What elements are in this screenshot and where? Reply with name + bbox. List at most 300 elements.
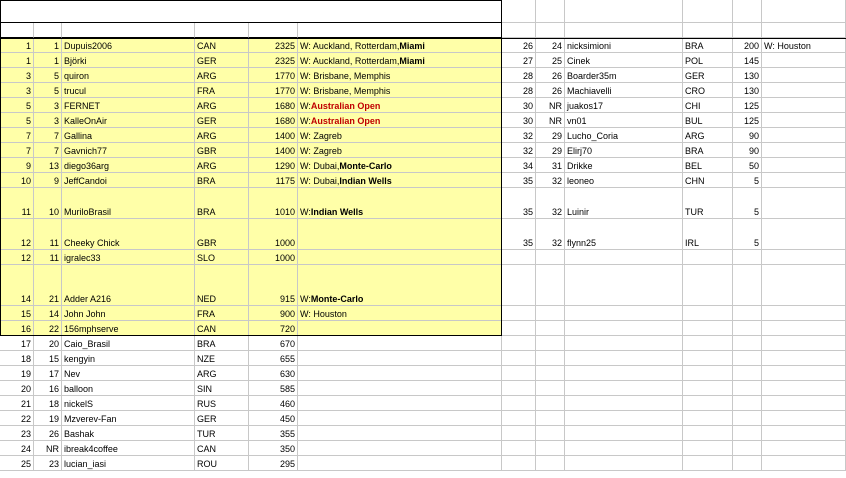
left-cell-prev[interactable]: 16: [34, 381, 62, 396]
left-cell-nat[interactable]: CAN: [195, 441, 249, 456]
empty-cell[interactable]: [536, 321, 565, 336]
empty-cell[interactable]: [683, 336, 733, 351]
left-cell-wins[interactable]: [298, 188, 502, 219]
empty-cell[interactable]: [683, 441, 733, 456]
empty-cell[interactable]: [536, 426, 565, 441]
left-cell-nat[interactable]: ARG: [195, 68, 249, 83]
left-cell-wins[interactable]: [298, 306, 502, 321]
right-cell-name[interactable]: nicksimioni: [565, 38, 683, 53]
right-cell-rank[interactable]: 32: [502, 128, 536, 143]
left-cell-wins[interactable]: [298, 53, 502, 68]
empty-cell[interactable]: [536, 250, 565, 265]
left-cell-prev[interactable]: 21: [34, 265, 62, 306]
left-cell-pts[interactable]: 2325: [249, 38, 298, 53]
left-cell-nat[interactable]: BRA: [195, 173, 249, 188]
left-cell-pts[interactable]: 655: [249, 351, 298, 366]
empty-cell[interactable]: [733, 250, 762, 265]
right-cell-nat[interactable]: BRA: [683, 38, 733, 53]
empty-cell[interactable]: [536, 0, 565, 23]
right-cell-name[interactable]: leoneo: [565, 173, 683, 188]
left-cell-name[interactable]: FERNET: [62, 98, 195, 113]
empty-cell[interactable]: [733, 441, 762, 456]
empty-cell[interactable]: [502, 411, 536, 426]
left-cell-wins[interactable]: [298, 98, 502, 113]
left-cell-name[interactable]: Bashak: [62, 426, 195, 441]
left-cell-pts[interactable]: 900: [249, 306, 298, 321]
left-cell-prev[interactable]: 5: [34, 68, 62, 83]
right-cell-nat[interactable]: CHN: [683, 173, 733, 188]
left-cell-prev[interactable]: NR: [34, 441, 62, 456]
left-cell-name[interactable]: Nev: [62, 366, 195, 381]
empty-cell[interactable]: [762, 381, 846, 396]
right-cell-pts[interactable]: 5: [733, 173, 762, 188]
left-cell-nat[interactable]: GBR: [195, 219, 249, 250]
empty-cell[interactable]: [536, 396, 565, 411]
right-cell-nat[interactable]: BRA: [683, 143, 733, 158]
left-cell-pts[interactable]: 1770: [249, 83, 298, 98]
right-cell-pts[interactable]: 125: [733, 113, 762, 128]
empty-cell[interactable]: [565, 0, 683, 23]
right-cell-name[interactable]: vn01: [565, 113, 683, 128]
right-cell-rank[interactable]: 35: [502, 188, 536, 219]
empty-cell[interactable]: [565, 381, 683, 396]
empty-cell[interactable]: [683, 426, 733, 441]
right-cell-nat[interactable]: IRL: [683, 219, 733, 250]
left-cell-prev[interactable]: 1: [34, 53, 62, 68]
left-cell-rank[interactable]: 3: [0, 83, 34, 98]
right-cell-nat[interactable]: ARG: [683, 128, 733, 143]
left-cell-nat[interactable]: FRA: [195, 306, 249, 321]
right-cell-wins[interactable]: [762, 173, 846, 188]
empty-cell[interactable]: [762, 411, 846, 426]
empty-cell[interactable]: [762, 441, 846, 456]
left-cell-rank[interactable]: 15: [0, 306, 34, 321]
left-cell-nat[interactable]: GER: [195, 113, 249, 128]
empty-cell[interactable]: [762, 426, 846, 441]
left-cell-pts[interactable]: 1290: [249, 158, 298, 173]
left-cell-prev[interactable]: 19: [34, 411, 62, 426]
left-cell-rank[interactable]: 22: [0, 411, 34, 426]
right-cell-prev[interactable]: NR: [536, 113, 565, 128]
right-cell-prev[interactable]: 26: [536, 83, 565, 98]
left-cell-rank[interactable]: 16: [0, 321, 34, 336]
left-cell-rank[interactable]: 23: [0, 426, 34, 441]
right-cell-name[interactable]: Luinir: [565, 188, 683, 219]
empty-cell[interactable]: [502, 306, 536, 321]
left-cell-name[interactable]: John John: [62, 306, 195, 321]
left-cell-wins[interactable]: [298, 366, 502, 381]
left-cell-rank[interactable]: 7: [0, 128, 34, 143]
empty-cell[interactable]: [733, 0, 762, 23]
empty-cell[interactable]: [565, 265, 683, 306]
left-cell-rank[interactable]: 14: [0, 265, 34, 306]
empty-cell[interactable]: [683, 411, 733, 426]
left-cell-wins[interactable]: [298, 336, 502, 351]
right-cell-prev[interactable]: NR: [536, 98, 565, 113]
right-cell-prev[interactable]: 31: [536, 158, 565, 173]
right-cell-name[interactable]: Elirj70: [565, 143, 683, 158]
left-cell-pts[interactable]: 460: [249, 396, 298, 411]
empty-cell[interactable]: [502, 336, 536, 351]
empty-cell[interactable]: [683, 0, 733, 23]
left-cell-name[interactable]: trucul: [62, 83, 195, 98]
right-cell-name[interactable]: Drikke: [565, 158, 683, 173]
left-cell-prev[interactable]: 3: [34, 98, 62, 113]
left-cell-nat[interactable]: ARG: [195, 366, 249, 381]
right-cell-pts[interactable]: 130: [733, 68, 762, 83]
left-cell-nat[interactable]: NZE: [195, 351, 249, 366]
left-cell-pts[interactable]: 1400: [249, 128, 298, 143]
left-cell-prev[interactable]: 15: [34, 351, 62, 366]
left-cell-prev[interactable]: 20: [34, 336, 62, 351]
left-cell-prev[interactable]: 9: [34, 173, 62, 188]
left-cell-name[interactable]: balloon: [62, 381, 195, 396]
left-cell-name[interactable]: igralec33: [62, 250, 195, 265]
left-cell-pts[interactable]: 585: [249, 381, 298, 396]
left-cell-name[interactable]: MuriloBrasil: [62, 188, 195, 219]
left-cell-prev[interactable]: 3: [34, 113, 62, 128]
empty-cell[interactable]: [565, 336, 683, 351]
empty-cell[interactable]: [565, 306, 683, 321]
empty-cell[interactable]: [733, 265, 762, 306]
right-cell-rank[interactable]: 35: [502, 219, 536, 250]
left-cell-pts[interactable]: 1400: [249, 143, 298, 158]
left-cell-wins[interactable]: [298, 173, 502, 188]
left-cell-rank[interactable]: 11: [0, 188, 34, 219]
right-cell-nat[interactable]: BUL: [683, 113, 733, 128]
empty-cell[interactable]: [502, 426, 536, 441]
right-cell-wins[interactable]: [762, 158, 846, 173]
left-cell-prev[interactable]: 7: [34, 128, 62, 143]
left-cell-wins[interactable]: [298, 411, 502, 426]
left-cell-rank[interactable]: 3: [0, 68, 34, 83]
right-cell-wins[interactable]: [762, 128, 846, 143]
empty-cell[interactable]: [536, 366, 565, 381]
right-cell-prev[interactable]: 29: [536, 128, 565, 143]
empty-cell[interactable]: [502, 250, 536, 265]
left-cell-nat[interactable]: CAN: [195, 321, 249, 336]
empty-cell[interactable]: [683, 456, 733, 471]
left-cell-nat[interactable]: TUR: [195, 426, 249, 441]
right-cell-rank[interactable]: 27: [502, 53, 536, 68]
left-cell-prev[interactable]: 5: [34, 83, 62, 98]
left-cell-wins[interactable]: [298, 426, 502, 441]
left-cell-name[interactable]: nickelS: [62, 396, 195, 411]
left-cell-wins[interactable]: [298, 456, 502, 471]
left-cell-wins[interactable]: [298, 219, 502, 250]
left-cell-name[interactable]: diego36arg: [62, 158, 195, 173]
left-cell-nat[interactable]: GER: [195, 411, 249, 426]
left-cell-prev[interactable]: 11: [34, 250, 62, 265]
left-cell-pts[interactable]: 1010: [249, 188, 298, 219]
left-cell-name[interactable]: Dupuis2006: [62, 38, 195, 53]
left-cell-nat[interactable]: ROU: [195, 456, 249, 471]
left-cell-name[interactable]: Mzverev-Fan: [62, 411, 195, 426]
empty-cell[interactable]: [683, 366, 733, 381]
right-cell-wins[interactable]: [762, 53, 846, 68]
empty-cell[interactable]: [762, 0, 846, 23]
left-cell-rank[interactable]: 5: [0, 98, 34, 113]
right-cell-pts[interactable]: 50: [733, 158, 762, 173]
right-cell-name[interactable]: Lucho_Coria: [565, 128, 683, 143]
empty-cell[interactable]: [536, 351, 565, 366]
right-cell-rank[interactable]: 28: [502, 68, 536, 83]
right-cell-rank[interactable]: 35: [502, 173, 536, 188]
left-cell-prev[interactable]: 22: [34, 321, 62, 336]
empty-cell[interactable]: [762, 351, 846, 366]
right-cell-rank[interactable]: 30: [502, 113, 536, 128]
right-cell-wins[interactable]: [762, 113, 846, 128]
empty-cell[interactable]: [683, 265, 733, 306]
right-cell-wins[interactable]: [762, 219, 846, 250]
right-cell-pts[interactable]: 125: [733, 98, 762, 113]
right-cell-wins[interactable]: [762, 188, 846, 219]
left-cell-pts[interactable]: 2325: [249, 53, 298, 68]
left-cell-wins[interactable]: [298, 38, 502, 53]
empty-cell[interactable]: [762, 321, 846, 336]
left-cell-pts[interactable]: 670: [249, 336, 298, 351]
left-cell-prev[interactable]: 14: [34, 306, 62, 321]
empty-cell[interactable]: [502, 265, 536, 306]
left-cell-prev[interactable]: 18: [34, 396, 62, 411]
left-cell-wins[interactable]: [298, 158, 502, 173]
empty-cell[interactable]: [502, 351, 536, 366]
empty-cell[interactable]: [502, 0, 536, 23]
right-cell-prev[interactable]: 24: [536, 38, 565, 53]
left-cell-pts[interactable]: 915: [249, 265, 298, 306]
empty-cell[interactable]: [536, 306, 565, 321]
empty-cell[interactable]: [683, 351, 733, 366]
left-cell-pts[interactable]: 1000: [249, 250, 298, 265]
right-cell-pts[interactable]: 5: [733, 219, 762, 250]
left-cell-wins[interactable]: [298, 143, 502, 158]
right-cell-rank[interactable]: 30: [502, 98, 536, 113]
right-cell-wins[interactable]: [762, 38, 846, 53]
left-cell-nat[interactable]: BRA: [195, 336, 249, 351]
empty-cell[interactable]: [565, 351, 683, 366]
empty-cell[interactable]: [733, 306, 762, 321]
empty-cell[interactable]: [502, 321, 536, 336]
left-cell-rank[interactable]: 21: [0, 396, 34, 411]
left-cell-wins[interactable]: [298, 396, 502, 411]
left-cell-pts[interactable]: 350: [249, 441, 298, 456]
right-cell-wins[interactable]: [762, 98, 846, 113]
empty-cell[interactable]: [733, 426, 762, 441]
left-cell-prev[interactable]: 7: [34, 143, 62, 158]
empty-cell[interactable]: [502, 366, 536, 381]
left-cell-rank[interactable]: 12: [0, 250, 34, 265]
empty-cell[interactable]: [733, 396, 762, 411]
right-cell-wins[interactable]: [762, 83, 846, 98]
left-cell-pts[interactable]: 1680: [249, 98, 298, 113]
right-cell-wins[interactable]: [762, 143, 846, 158]
left-cell-wins[interactable]: [298, 265, 502, 306]
right-cell-name[interactable]: flynn25: [565, 219, 683, 250]
right-cell-name[interactable]: juakos17: [565, 98, 683, 113]
empty-cell[interactable]: [502, 441, 536, 456]
left-cell-rank[interactable]: 17: [0, 336, 34, 351]
left-cell-nat[interactable]: GER: [195, 53, 249, 68]
empty-cell[interactable]: [502, 396, 536, 411]
empty-cell[interactable]: [536, 411, 565, 426]
left-cell-wins[interactable]: [298, 351, 502, 366]
left-cell-wins[interactable]: [298, 250, 502, 265]
left-cell-name[interactable]: ibreak4coffee: [62, 441, 195, 456]
right-cell-nat[interactable]: BEL: [683, 158, 733, 173]
empty-cell[interactable]: [683, 306, 733, 321]
empty-cell[interactable]: [565, 366, 683, 381]
left-cell-pts[interactable]: 720: [249, 321, 298, 336]
left-cell-wins[interactable]: [298, 321, 502, 336]
left-cell-name[interactable]: Björki: [62, 53, 195, 68]
empty-cell[interactable]: [733, 411, 762, 426]
empty-cell[interactable]: [565, 321, 683, 336]
empty-cell[interactable]: [762, 366, 846, 381]
left-cell-nat[interactable]: CAN: [195, 38, 249, 53]
left-cell-prev[interactable]: 23: [34, 456, 62, 471]
empty-cell[interactable]: [565, 250, 683, 265]
left-cell-prev[interactable]: 1: [34, 38, 62, 53]
left-cell-prev[interactable]: 13: [34, 158, 62, 173]
right-cell-pts[interactable]: 5: [733, 188, 762, 219]
empty-cell[interactable]: [733, 351, 762, 366]
right-cell-pts[interactable]: 130: [733, 83, 762, 98]
left-cell-nat[interactable]: SIN: [195, 381, 249, 396]
left-cell-nat[interactable]: BRA: [195, 188, 249, 219]
right-cell-pts[interactable]: 200: [733, 38, 762, 53]
empty-cell[interactable]: [683, 381, 733, 396]
right-cell-prev[interactable]: 32: [536, 188, 565, 219]
empty-cell[interactable]: [536, 265, 565, 306]
left-cell-rank[interactable]: 19: [0, 366, 34, 381]
empty-cell[interactable]: [565, 456, 683, 471]
right-cell-prev[interactable]: 32: [536, 219, 565, 250]
empty-cell[interactable]: [762, 250, 846, 265]
left-cell-name[interactable]: Gallina: [62, 128, 195, 143]
right-cell-nat[interactable]: POL: [683, 53, 733, 68]
empty-cell[interactable]: [762, 456, 846, 471]
left-cell-nat[interactable]: NED: [195, 265, 249, 306]
left-cell-wins[interactable]: [298, 441, 502, 456]
empty-cell[interactable]: [733, 381, 762, 396]
right-cell-nat[interactable]: CRO: [683, 83, 733, 98]
right-cell-rank[interactable]: 32: [502, 143, 536, 158]
left-cell-nat[interactable]: FRA: [195, 83, 249, 98]
right-cell-nat[interactable]: TUR: [683, 188, 733, 219]
empty-cell[interactable]: [502, 381, 536, 396]
left-cell-name[interactable]: Caio_Brasil: [62, 336, 195, 351]
left-cell-prev[interactable]: 11: [34, 219, 62, 250]
left-cell-name[interactable]: Adder A216: [62, 265, 195, 306]
empty-cell[interactable]: [536, 456, 565, 471]
left-cell-wins[interactable]: [298, 83, 502, 98]
empty-cell[interactable]: [733, 336, 762, 351]
left-cell-pts[interactable]: 1770: [249, 68, 298, 83]
left-cell-pts[interactable]: 355: [249, 426, 298, 441]
empty-cell[interactable]: [536, 336, 565, 351]
empty-cell[interactable]: [733, 456, 762, 471]
left-cell-wins[interactable]: [298, 128, 502, 143]
empty-cell[interactable]: [565, 396, 683, 411]
empty-cell[interactable]: [733, 366, 762, 381]
left-cell-name[interactable]: JeffCandoi: [62, 173, 195, 188]
empty-cell[interactable]: [565, 426, 683, 441]
left-cell-rank[interactable]: 20: [0, 381, 34, 396]
left-cell-pts[interactable]: 295: [249, 456, 298, 471]
right-cell-pts[interactable]: 145: [733, 53, 762, 68]
left-cell-rank[interactable]: 5: [0, 113, 34, 128]
left-cell-pts[interactable]: 1000: [249, 219, 298, 250]
right-cell-prev[interactable]: 26: [536, 68, 565, 83]
right-cell-pts[interactable]: 90: [733, 143, 762, 158]
left-cell-rank[interactable]: 25: [0, 456, 34, 471]
left-cell-name[interactable]: Gavnich77: [62, 143, 195, 158]
empty-cell[interactable]: [762, 306, 846, 321]
left-cell-name[interactable]: kengyin: [62, 351, 195, 366]
right-cell-nat[interactable]: CHI: [683, 98, 733, 113]
right-cell-rank[interactable]: 26: [502, 38, 536, 53]
right-cell-name[interactable]: Cinek: [565, 53, 683, 68]
left-cell-pts[interactable]: 630: [249, 366, 298, 381]
empty-cell[interactable]: [502, 456, 536, 471]
left-cell-pts[interactable]: 1680: [249, 113, 298, 128]
left-cell-wins[interactable]: [298, 381, 502, 396]
empty-cell[interactable]: [565, 441, 683, 456]
left-cell-pts[interactable]: 1175: [249, 173, 298, 188]
left-cell-wins[interactable]: [298, 113, 502, 128]
left-cell-nat[interactable]: ARG: [195, 158, 249, 173]
empty-cell[interactable]: [536, 441, 565, 456]
left-cell-prev[interactable]: 26: [34, 426, 62, 441]
right-cell-rank[interactable]: 28: [502, 83, 536, 98]
left-cell-rank[interactable]: 9: [0, 158, 34, 173]
empty-cell[interactable]: [683, 321, 733, 336]
left-cell-rank[interactable]: 12: [0, 219, 34, 250]
left-cell-nat[interactable]: ARG: [195, 98, 249, 113]
left-cell-nat[interactable]: ARG: [195, 128, 249, 143]
empty-cell[interactable]: [762, 265, 846, 306]
left-cell-wins[interactable]: [298, 68, 502, 83]
left-cell-nat[interactable]: RUS: [195, 396, 249, 411]
left-cell-name[interactable]: 156mphserve: [62, 321, 195, 336]
right-cell-prev[interactable]: 29: [536, 143, 565, 158]
left-cell-nat[interactable]: SLO: [195, 250, 249, 265]
left-cell-rank[interactable]: 7: [0, 143, 34, 158]
right-cell-prev[interactable]: 25: [536, 53, 565, 68]
right-cell-prev[interactable]: 32: [536, 173, 565, 188]
empty-cell[interactable]: [683, 396, 733, 411]
left-cell-rank[interactable]: 10: [0, 173, 34, 188]
left-cell-name[interactable]: quiron: [62, 68, 195, 83]
empty-cell[interactable]: [733, 321, 762, 336]
right-cell-wins[interactable]: [762, 68, 846, 83]
right-cell-nat[interactable]: GER: [683, 68, 733, 83]
empty-cell[interactable]: [565, 411, 683, 426]
left-cell-rank[interactable]: 1: [0, 53, 34, 68]
left-cell-nat[interactable]: GBR: [195, 143, 249, 158]
right-cell-rank[interactable]: 34: [502, 158, 536, 173]
empty-cell[interactable]: [683, 250, 733, 265]
empty-cell[interactable]: [762, 396, 846, 411]
left-cell-pts[interactable]: 450: [249, 411, 298, 426]
left-cell-name[interactable]: Cheeky Chick: [62, 219, 195, 250]
right-cell-name[interactable]: Machiavelli: [565, 83, 683, 98]
left-cell-rank[interactable]: 24: [0, 441, 34, 456]
left-cell-rank[interactable]: 18: [0, 351, 34, 366]
left-cell-rank[interactable]: 1: [0, 38, 34, 53]
empty-cell[interactable]: [762, 336, 846, 351]
right-cell-name[interactable]: Boarder35m: [565, 68, 683, 83]
